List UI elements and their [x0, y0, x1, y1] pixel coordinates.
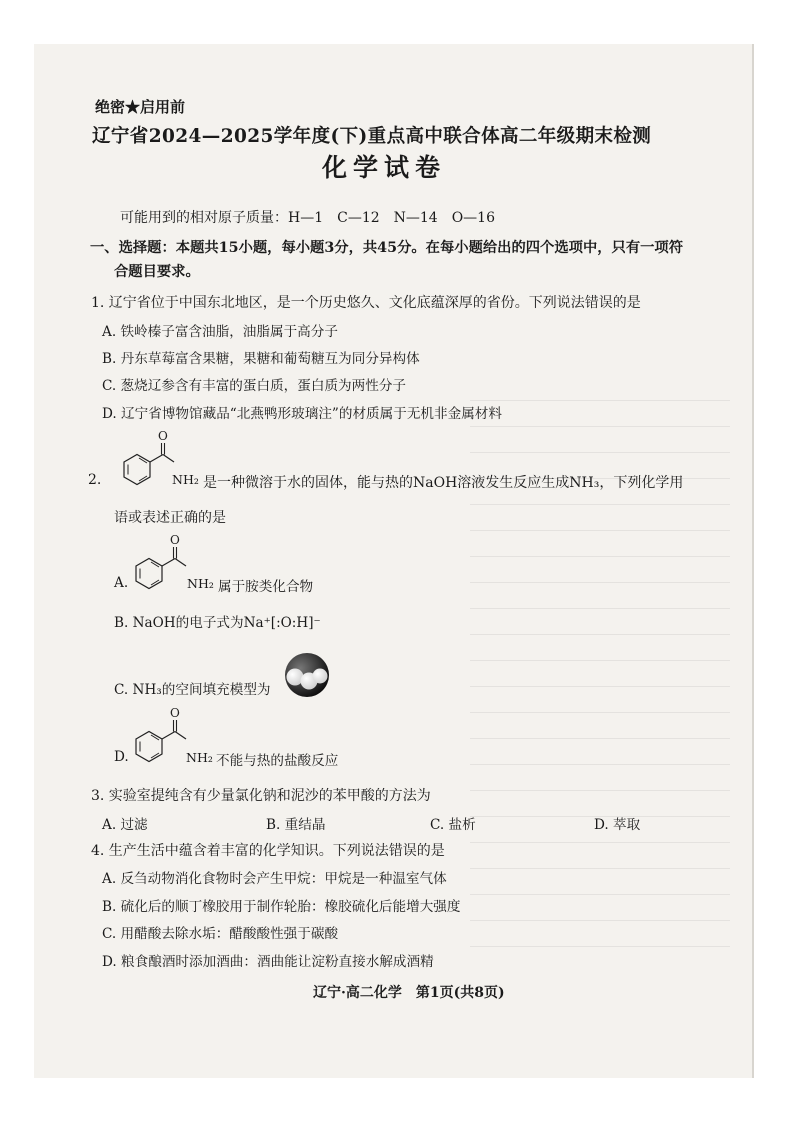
- q2-d-nh2: NH₂: [186, 750, 213, 765]
- q1-option-a: A. 铁岭榛子富含油脂，油脂属于高分子: [102, 324, 338, 340]
- q1-option-b: B. 丹东草莓富含果糖，果糖和葡萄糖互为同分异构体: [102, 351, 420, 367]
- nh3-space-filling-model: [282, 651, 332, 699]
- benzamide-structure-stem: [102, 428, 192, 498]
- q2-stem-line2: 语或表述正确的是: [114, 510, 226, 526]
- q2-option-b: B. NaOH的电子式为Na⁺[:O:H]⁻: [114, 615, 321, 631]
- section-heading-line1: 一、选择题：本题共15小题，每小题3分，共45分。在每小题给出的四个选项中，只有一项符: [90, 240, 684, 256]
- q2-option-a-text: 属于胺类化合物: [218, 579, 314, 595]
- subject-title: 化学试卷: [322, 153, 447, 182]
- exam-title: 辽宁省2024—2025学年度(下)重点高中联合体高二年级期末检测: [92, 126, 652, 147]
- q2-option-a-label: A.: [114, 575, 129, 591]
- q3-option-c: C. 盐析: [430, 817, 476, 833]
- benzamide-structure-a: [118, 530, 198, 600]
- q4-option-c: C. 用醋酸去除水垢：醋酸酸性强于碳酸: [102, 926, 339, 942]
- q1-option-c: C. 葱烧辽参含有丰富的蛋白质，蛋白质为两性分子: [102, 378, 407, 394]
- q4-option-d: D. 粮食酿酒时添加酒曲：酒曲能让淀粉直接水解成酒精: [102, 954, 434, 970]
- q2-option-d-text: 不能与热的盐酸反应: [216, 753, 339, 769]
- confidential-label: 绝密★启用前: [95, 98, 186, 116]
- q2-option-c: C. NH₃的空间填充模型为: [114, 682, 271, 698]
- q2-option-d-label: D.: [114, 749, 129, 765]
- q3-option-d: D. 萃取: [594, 817, 641, 833]
- q2-number: 2.: [88, 472, 102, 488]
- q2-a-nh2: NH₂: [187, 576, 214, 591]
- q3-option-a: A. 过滤: [102, 817, 148, 833]
- section-heading-line2: 合题目要求。: [114, 264, 200, 280]
- q4-stem: 4. 生产生活中蕴含着丰富的化学知识。下列说法错误的是: [91, 843, 445, 859]
- q2-stem-o-label: O: [158, 429, 168, 443]
- q1-option-d: D. 辽宁省博物馆藏品“北燕鸭形玻璃注”的材质属于无机非金属材料: [102, 406, 502, 422]
- q2-d-o-label: O: [170, 706, 180, 720]
- q4-option-a: A. 反刍动物消化食物时会产生甲烷：甲烷是一种温室气体: [102, 871, 447, 887]
- q2-a-o-label: O: [170, 533, 180, 547]
- q3-option-b: B. 重结晶: [266, 817, 326, 833]
- page-footer: 辽宁·高二化学 第1页(共8页): [313, 985, 505, 1001]
- q2-stem-nh2: NH₂: [172, 472, 199, 487]
- atomic-masses: 可能用到的相对原子质量：H—1 C—12 N—14 O—16: [120, 210, 495, 226]
- q3-stem: 3. 实验室提纯含有少量氯化钠和泥沙的苯甲酸的方法为: [91, 788, 431, 804]
- q2-stem-text: 是一种微溶于水的固体，能与热的NaOH溶液发生反应生成NH₃，下列化学用: [203, 475, 684, 491]
- q1-stem: 1. 辽宁省位于中国东北地区，是一个历史悠久、文化底蕴深厚的省份。下列说法错误的是: [91, 295, 641, 311]
- q4-option-b: B. 硫化后的顺丁橡胶用于制作轮胎：橡胶硫化后能增大强度: [102, 899, 461, 915]
